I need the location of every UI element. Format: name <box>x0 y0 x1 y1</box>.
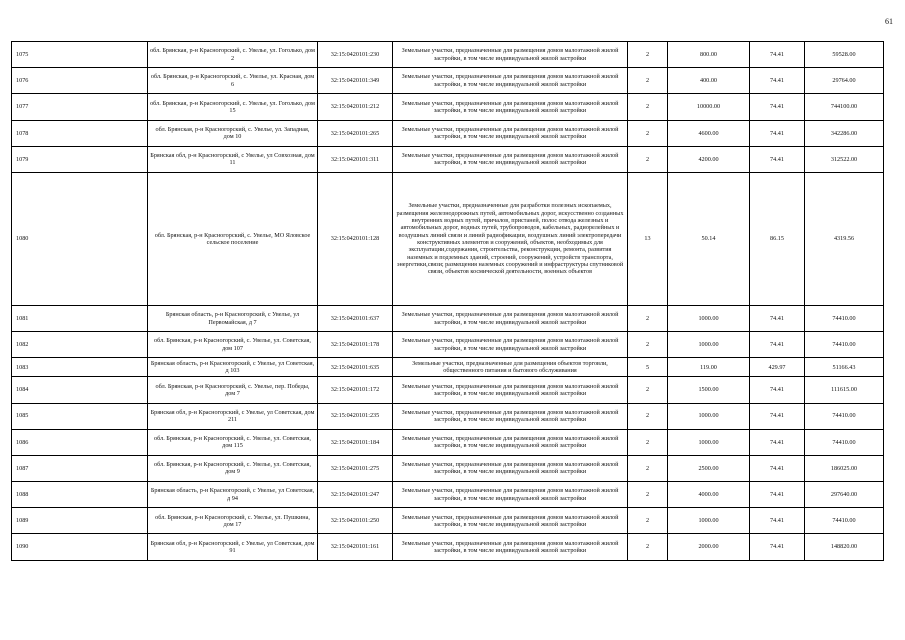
unit-value-cell: 74.41 <box>750 146 805 172</box>
land-use-cell: Земельные участки, предназначенные для размещения домов малоэтажной жилой застройки, в том числе индивидуальной жилой застройки <box>393 455 628 481</box>
land-use-cell: Земельные участки, предназначенные для размещения домов малоэтажной жилой застройки, в том числе индивидуальной жилой застройки <box>393 508 628 534</box>
cadastral-number-cell: 32:15:0420101:635 <box>318 358 393 377</box>
address-cell: обл. Брянская, р-н Красногорский, с. Увелье, ул. Гоголько, дом 2 <box>148 42 318 68</box>
cadastral-value-cell: 74410.00 <box>805 332 884 358</box>
table-row <box>12 172 884 305</box>
address-cell: обл. Брянская, р-н Красногорский, с. Увелье, ул. Пушкина, дом 17 <box>148 508 318 534</box>
cadastral-number-cell: 32:15:0420101:128 <box>318 172 393 305</box>
area-cell: 119.00 <box>668 358 750 377</box>
cadastral-value-cell: 59528.00 <box>805 42 884 68</box>
cadastral-number-cell: 32:15:0420101:250 <box>318 508 393 534</box>
cadastral-number-cell: 32:15:0420101:247 <box>318 482 393 508</box>
cadastral-value-cell: 744100.00 <box>805 94 884 120</box>
use-type-code-cell: 2 <box>628 403 668 429</box>
unit-value-cell: 74.41 <box>750 429 805 455</box>
address-cell: обл. Брянская, р-н Красногорский, с. Увелье, ул. Советская, дом 115 <box>148 429 318 455</box>
use-type-code-cell: 2 <box>628 120 668 146</box>
table-row <box>12 429 884 455</box>
row-number: 1083 <box>12 358 148 377</box>
table-row <box>12 377 884 403</box>
unit-value-cell: 74.41 <box>750 68 805 94</box>
row-number: 1081 <box>12 305 148 331</box>
area-cell: 400.00 <box>668 68 750 94</box>
land-use-cell: Земельные участки, предназначенные для размещения домов малоэтажной жилой застройки, в том числе индивидуальной жилой застройки <box>393 534 628 560</box>
land-use-cell: Земельные участки, предназначенные для размещения объектов торговли, общественного питания и бытового обслуживания <box>393 358 628 377</box>
row-number: 1085 <box>12 403 148 429</box>
cadastral-value-cell: 51166.43 <box>805 358 884 377</box>
table-row <box>12 403 884 429</box>
row-number: 1089 <box>12 508 148 534</box>
unit-value-cell: 74.41 <box>750 94 805 120</box>
row-number: 1084 <box>12 377 148 403</box>
area-cell: 1000.00 <box>668 305 750 331</box>
address-cell: обл. Брянская, р-н Красногорский, с. Увелье, МО Яловское сельское поселение <box>148 172 318 305</box>
cadastral-number-cell: 32:15:0420101:172 <box>318 377 393 403</box>
table-row <box>12 94 884 120</box>
cadastral-number-cell: 32:15:0420101:275 <box>318 455 393 481</box>
cadastral-number-cell: 32:15:0420101:161 <box>318 534 393 560</box>
land-use-cell: Земельные участки, предназначенные для размещения домов малоэтажной жилой застройки, в том числе индивидуальной жилой застройки <box>393 120 628 146</box>
unit-value-cell: 429.97 <box>750 358 805 377</box>
use-type-code-cell: 13 <box>628 172 668 305</box>
page-number: 61 <box>885 17 893 26</box>
address-cell: обл. Брянская, р-н Красногорский, с. Увелье, ул. Красная, дом 6 <box>148 68 318 94</box>
row-number: 1086 <box>12 429 148 455</box>
land-use-cell: Земельные участки, предназначенные для размещения домов малоэтажной жилой застройки, в том числе индивидуальной жилой застройки <box>393 42 628 68</box>
unit-value-cell: 74.41 <box>750 482 805 508</box>
land-use-cell: Земельные участки, предназначенные для размещения домов малоэтажной жилой застройки, в том числе индивидуальной жилой застройки <box>393 429 628 455</box>
row-number: 1078 <box>12 120 148 146</box>
land-use-cell: Земельные участки, предназначенные для размещения домов малоэтажной жилой застройки, в том числе индивидуальной жилой застройки <box>393 305 628 331</box>
unit-value-cell: 74.41 <box>750 455 805 481</box>
use-type-code-cell: 2 <box>628 42 668 68</box>
cadastral-value-cell: 74410.00 <box>805 403 884 429</box>
cadastral-number-cell: 32:15:0420101:637 <box>318 305 393 331</box>
table-row <box>12 358 884 377</box>
address-cell: Брянская область, р-н Красногорский, с Увелье, ул Советская, д 103 <box>148 358 318 377</box>
cadastral-value-cell: 148820.00 <box>805 534 884 560</box>
address-cell: обл. Брянская, р-н Красногорский, с. Увелье, ул. Советская, дом 107 <box>148 332 318 358</box>
cadastral-value-cell: 74410.00 <box>805 429 884 455</box>
cadastral-value-cell: 74410.00 <box>805 508 884 534</box>
land-registry-table <box>11 41 884 561</box>
unit-value-cell: 74.41 <box>750 508 805 534</box>
row-number: 1080 <box>12 172 148 305</box>
table-body <box>12 42 884 561</box>
row-number: 1088 <box>12 482 148 508</box>
cadastral-value-cell: 186025.00 <box>805 455 884 481</box>
use-type-code-cell: 2 <box>628 455 668 481</box>
land-use-cell: Земельные участки, предназначенные для размещения домов малоэтажной жилой застройки, в том числе индивидуальной жилой застройки <box>393 377 628 403</box>
use-type-code-cell: 2 <box>628 429 668 455</box>
unit-value-cell: 74.41 <box>750 377 805 403</box>
cadastral-value-cell: 312522.00 <box>805 146 884 172</box>
cadastral-number-cell: 32:15:0420101:235 <box>318 403 393 429</box>
table-row <box>12 455 884 481</box>
table-row <box>12 482 884 508</box>
table-row <box>12 42 884 68</box>
table-row <box>12 120 884 146</box>
address-cell: Брянская обл, р-н Красногорский, с Увелье, ул Советская, дом 211 <box>148 403 318 429</box>
land-use-cell: Земельные участки, предназначенные для размещения домов малоэтажной жилой застройки, в том числе индивидуальной жилой застройки <box>393 332 628 358</box>
unit-value-cell: 74.41 <box>750 534 805 560</box>
area-cell: 2000.00 <box>668 534 750 560</box>
land-use-cell: Земельные участки, предназначенные для размещения домов малоэтажной жилой застройки, в том числе индивидуальной жилой застройки <box>393 482 628 508</box>
use-type-code-cell: 2 <box>628 68 668 94</box>
cadastral-value-cell: 74410.00 <box>805 305 884 331</box>
land-use-cell: Земельные участки, предназначенные для размещения домов малоэтажной жилой застройки, в том числе индивидуальной жилой застройки <box>393 146 628 172</box>
address-cell: обл. Брянская, р-н Красногорский, с. Увелье, ул. Западная, дом 10 <box>148 120 318 146</box>
unit-value-cell: 74.41 <box>750 403 805 429</box>
area-cell: 4200.00 <box>668 146 750 172</box>
cadastral-number-cell: 32:15:0420101:349 <box>318 68 393 94</box>
cadastral-value-cell: 342286.00 <box>805 120 884 146</box>
row-number: 1090 <box>12 534 148 560</box>
cadastral-number-cell: 32:15:0420101:230 <box>318 42 393 68</box>
land-use-cell: Земельные участки, предназначенные для размещения домов малоэтажной жилой застройки, в том числе индивидуальной жилой застройки <box>393 94 628 120</box>
use-type-code-cell: 2 <box>628 146 668 172</box>
use-type-code-cell: 2 <box>628 534 668 560</box>
row-number: 1076 <box>12 68 148 94</box>
address-cell: Брянская область, р-н Красногорский, с Увелье, ул Первомайская, д 7 <box>148 305 318 331</box>
use-type-code-cell: 2 <box>628 305 668 331</box>
area-cell: 10000.00 <box>668 94 750 120</box>
table-row <box>12 68 884 94</box>
use-type-code-cell: 2 <box>628 482 668 508</box>
cadastral-value-cell: 111615.00 <box>805 377 884 403</box>
cadastral-number-cell: 32:15:0420101:212 <box>318 94 393 120</box>
cadastral-number-cell: 32:15:0420101:184 <box>318 429 393 455</box>
area-cell: 4600.00 <box>668 120 750 146</box>
unit-value-cell: 74.41 <box>750 42 805 68</box>
row-number: 1077 <box>12 94 148 120</box>
area-cell: 1000.00 <box>668 332 750 358</box>
cadastral-value-cell: 4319.56 <box>805 172 884 305</box>
land-use-cell: Земельные участки, предназначенные для разработки полезных ископаемых, размещения железнодорожных путей, автомобильных дорог, искусственно созданных внутренних водных путей, причалов, пристаней, полос отвода железных и автомобильных дорог, водных путей, трубопроводов, кабельных, радиорелейных и воздушных линий связи и линий радиофикации, воздушных линий электропередачи конструктивных элементов и сооружений, объектов, необходимых для эксплуатации,содержания, строительства, реконструкции, ремонта, развития наземных и подземных зданий, строений, сооружений, устройств транспорта, энергетики,связи; размещения наземных сооружений и инфраструктуры спутниковой связи, объектов космической деятельности, военных объектов <box>393 172 628 305</box>
area-cell: 1000.00 <box>668 508 750 534</box>
unit-value-cell: 74.41 <box>750 120 805 146</box>
row-number: 1075 <box>12 42 148 68</box>
cadastral-value-cell: 297640.00 <box>805 482 884 508</box>
table-row <box>12 332 884 358</box>
cadastral-value-cell: 29764.00 <box>805 68 884 94</box>
cadastral-number-cell: 32:15:0420101:265 <box>318 120 393 146</box>
area-cell: 1000.00 <box>668 403 750 429</box>
use-type-code-cell: 2 <box>628 508 668 534</box>
table-row <box>12 508 884 534</box>
use-type-code-cell: 2 <box>628 332 668 358</box>
area-cell: 1000.00 <box>668 429 750 455</box>
address-cell: Брянская область, р-н Красногорский, с Увелье, ул Советская, д 94 <box>148 482 318 508</box>
use-type-code-cell: 2 <box>628 377 668 403</box>
use-type-code-cell: 2 <box>628 94 668 120</box>
address-cell: Брянская обл, р-н Красногорский, с Увелье, ул Советская, дом 91 <box>148 534 318 560</box>
address-cell: обл. Брянская, р-н Красногорский, с. Увелье, ул. Советская, дом 9 <box>148 455 318 481</box>
area-cell: 4000.00 <box>668 482 750 508</box>
cadastral-number-cell: 32:15:0420101:178 <box>318 332 393 358</box>
area-cell: 1500.00 <box>668 377 750 403</box>
unit-value-cell: 86.15 <box>750 172 805 305</box>
area-cell: 800.00 <box>668 42 750 68</box>
area-cell: 2500.00 <box>668 455 750 481</box>
land-use-cell: Земельные участки, предназначенные для размещения домов малоэтажной жилой застройки, в том числе индивидуальной жилой застройки <box>393 403 628 429</box>
table-row <box>12 534 884 560</box>
row-number: 1079 <box>12 146 148 172</box>
row-number: 1082 <box>12 332 148 358</box>
use-type-code-cell: 5 <box>628 358 668 377</box>
row-number: 1087 <box>12 455 148 481</box>
unit-value-cell: 74.41 <box>750 305 805 331</box>
area-cell: 50.14 <box>668 172 750 305</box>
address-cell: обл. Брянская, р-н Красногорский, с. Увелье, пер. Победы, дом 7 <box>148 377 318 403</box>
table-row <box>12 305 884 331</box>
cadastral-number-cell: 32:15:0420101:311 <box>318 146 393 172</box>
address-cell: Брянская обл, р-н Красногорский, с Увелье, ул Совхозная, дом 11 <box>148 146 318 172</box>
unit-value-cell: 74.41 <box>750 332 805 358</box>
address-cell: обл. Брянская, р-н Красногорский, с. Увелье, ул. Гоголько, дом 15 <box>148 94 318 120</box>
land-use-cell: Земельные участки, предназначенные для размещения домов малоэтажной жилой застройки, в том числе индивидуальной жилой застройки <box>393 68 628 94</box>
table-row <box>12 146 884 172</box>
